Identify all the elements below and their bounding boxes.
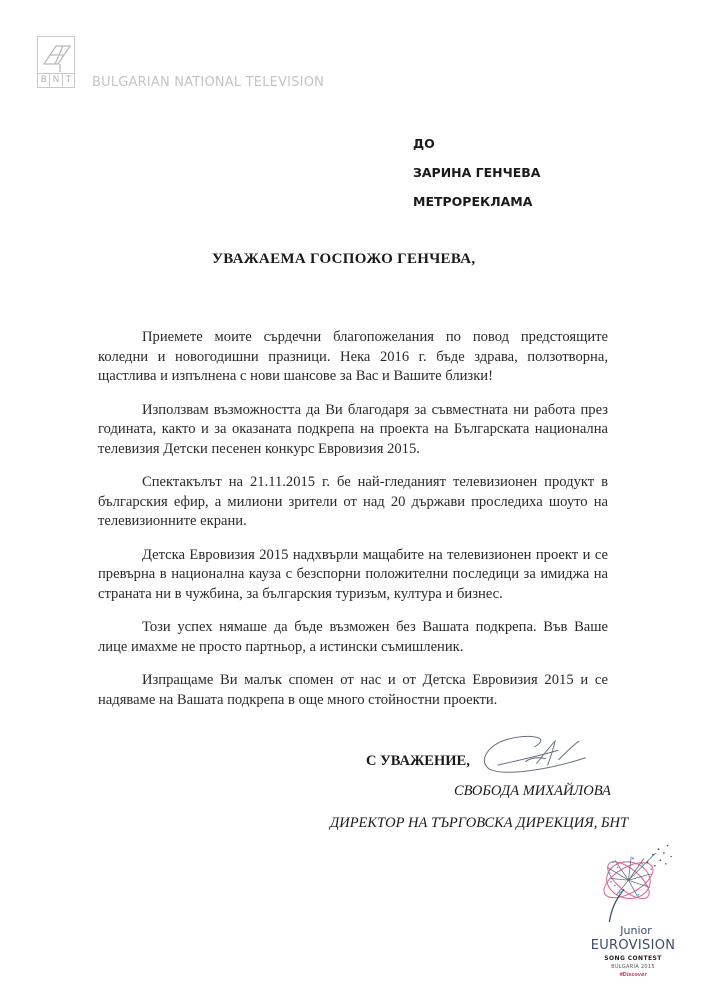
jesc-wordmark bbox=[583, 924, 683, 979]
jesc-eurovision: EUROVISION bbox=[590, 938, 676, 953]
bnt-letter: B bbox=[38, 74, 50, 87]
organization-name: BULGARIAN NATIONAL TELEVISION bbox=[92, 75, 325, 90]
paragraph: Използвам възможността да Ви благодаря за съвместната ни работа през годината, както и за оказаната подкрепа на проекта на Българската национална телевизия Детски песенен конкурс Евровизия 2015. bbox=[98, 401, 608, 457]
recipient-company: МЕТРОРЕКЛАМА bbox=[413, 194, 533, 209]
handwritten-signature bbox=[465, 732, 600, 778]
closing-block bbox=[0, 738, 707, 834]
jesc-junior: Junior bbox=[620, 924, 652, 937]
dandelion-icon bbox=[583, 842, 683, 922]
paragraph: Спектакълът на 21.11.2015 г. бе най-гледаният телевизионен продукт в българския ефир, а милиони зрители от над 20 държави проследиха шоуто на телевизионните екрани. bbox=[98, 474, 608, 529]
paragraph: Изпращаме Ви малък спомен от нас и от Детска Евровизия 2015 и се надяваме на Вашата подкрепа в още много стойностни проекти. bbox=[98, 672, 608, 708]
jesc-host: BULGARIA 2015 bbox=[611, 964, 655, 970]
signer-title: ДИРЕКТОР НА ТЪРГОВСКА ДИРЕКЦИЯ, БНТ bbox=[330, 815, 629, 831]
jesc-tagline: #Discover bbox=[619, 972, 647, 978]
closing-regards: С УВАЖЕНИЕ, bbox=[366, 753, 470, 769]
paragraph: Този успех нямаше да бъде възможен без Вашата подкрепа. Във Ваше лице имахме не просто партньор, а истински съмишленик. bbox=[98, 619, 608, 655]
jesc-song-contest: SONG CONTEST bbox=[604, 955, 662, 962]
bnt-letter: N bbox=[50, 74, 62, 87]
recipient-name: ЗАРИНА ГЕНЧЕВА bbox=[413, 165, 541, 180]
bnt-letter: T bbox=[65, 75, 72, 85]
recipient-block bbox=[413, 136, 707, 210]
recipient-to: ДО bbox=[413, 136, 435, 151]
junior-eurovision-logo bbox=[583, 842, 683, 979]
signer-name: СВОБОДА МИХАЙЛОВА bbox=[454, 783, 611, 799]
letter-body bbox=[98, 328, 608, 710]
salutation: УВАЖАЕМА ГОСПОЖО ГЕНЧЕВА, bbox=[212, 251, 476, 267]
paragraph: Приемете моите сърдечни благопожелания по повод предстоящите коледни и новогодишни празници. Нека 2016 г. бъде здрава, ползотворна, щастлива и изпълнена с нови шансове за Вас и Вашите близки! bbox=[98, 329, 608, 384]
paragraph: Детска Евровизия 2015 надхвърли мащабите на телевизионен проект и се превърна в национална кауза с безспорни положителни последици за имиджа на страната ни в чужбина, за българския туризъм, култура и бизнес. bbox=[98, 546, 608, 602]
